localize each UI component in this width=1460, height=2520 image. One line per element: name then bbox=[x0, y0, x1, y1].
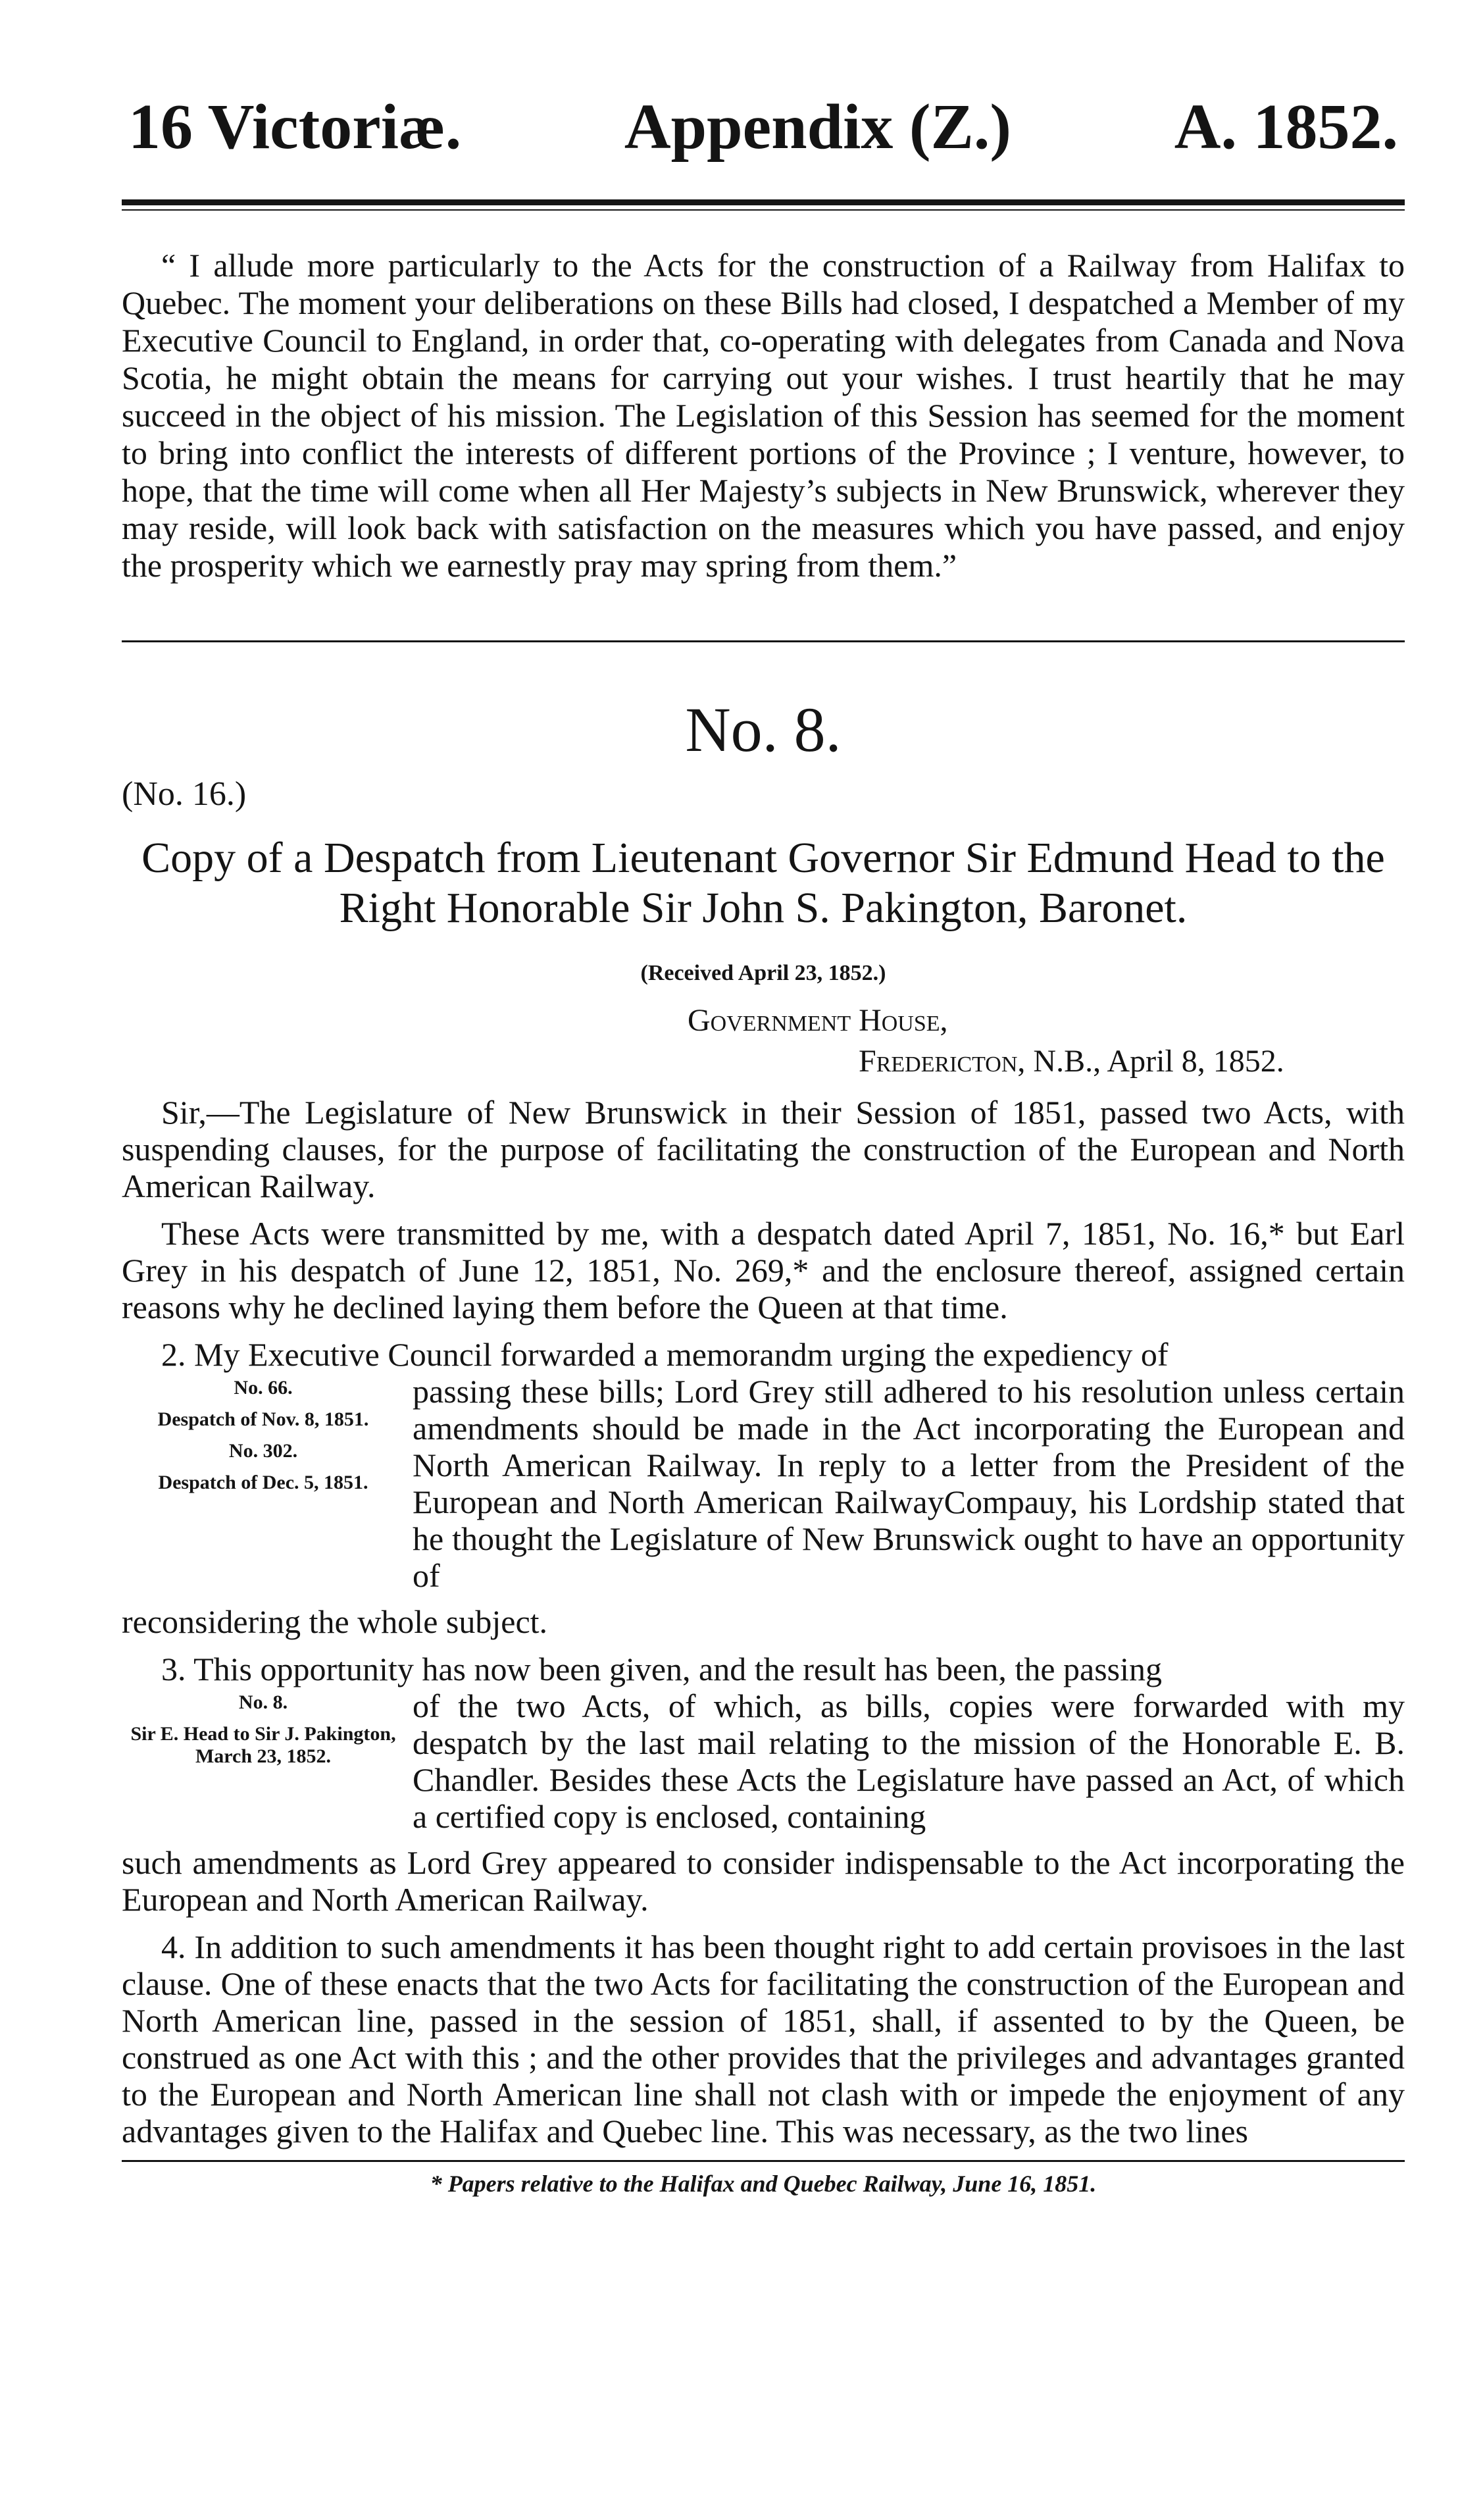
margin-note: Despatch of Nov. 8, 1851. bbox=[157, 1408, 369, 1430]
address-date: , N.B., April 8, 1852. bbox=[1017, 1043, 1284, 1079]
despatch-title bbox=[122, 833, 1405, 933]
running-header bbox=[122, 92, 1405, 163]
title-line-2: Right Honorable Sir John S. Pakington, Baronet. bbox=[339, 883, 1188, 932]
paragraph-3-tail: such amendments as Lord Grey appeared to consider indispensable to the Act incorporating the European and North American Railway. bbox=[122, 1843, 1405, 1918]
margin-note: Sir E. Head to Sir J. Pakington, March 23, 1852. bbox=[130, 1722, 396, 1767]
header-rule-thick bbox=[122, 199, 1405, 205]
paragraph-2-body: passing these bills; Lord Grey still adhered to his resolution unless certain amendments should be made in the Act incorporating the European and North American Railway. In reply to a letter from the President of the European and North American RailwayCompauy, his Lordship stated that he thought the Legislature of New Brunswick ought to have an opportunity of bbox=[413, 1372, 1405, 1594]
section-divider bbox=[122, 640, 1405, 642]
address-line-1: Government House, bbox=[688, 1002, 948, 1038]
footnote: * Papers relative to the Halifax and Quebec Railway, June 16, 1851. bbox=[430, 2170, 1097, 2197]
paragraph-3-body: of the two Acts, of which, as bills, copies were forwarded with my despatch by the last mail relating to the mission of the Honorable E. B. Chandler. Besides these Acts the Legislature have passed an Act, of which a certified copy is enclosed, containing bbox=[413, 1687, 1405, 1835]
paragraph-2-tail: reconsidering the whole subject. bbox=[122, 1603, 548, 1640]
paragraph-salutation: Sir,—The Legislature of New Brunswick in their Session of 1851, passed two Acts, with suspending clauses, for the purpose of facilitating the construction of the European and North American Railway. bbox=[122, 1093, 1405, 1204]
paragraph-acts: These Acts were transmitted by me, with a despatch dated April 7, 1851, No. 16,* but Earl Grey in his despatch of June 12, 1851, No. 269,* and the enclosure thereof, assigned certain reasons why he declined laying them before the Queen at that time. bbox=[122, 1214, 1405, 1325]
sender-address bbox=[122, 1000, 1405, 1082]
margin-note: No. 66. bbox=[234, 1376, 293, 1399]
margin-note: No. 8. bbox=[238, 1691, 288, 1713]
despatch-ref: (No. 16.) bbox=[122, 775, 247, 813]
header-appendix: Appendix (Z.) bbox=[624, 91, 1012, 163]
paragraph-4: 4. In addition to such amendments it has been thought right to add certain provisoes in the last clause. One of these enacts that the two Acts for facilitating the construction of the European and North American line, passed in the session of 1851, shall, if assented to by the Queen, be construed as one Act with this ; and the other provides that the privileges and advantages granted to the European and North American line shall not clash with or impede the enjoyment of any advantages given to the Halifax and Quebec line. This was necessary, as the two lines bbox=[122, 1928, 1405, 2149]
quote-paragraph: “ I allude more particularly to the Acts for the construction of a Railway from Halifax to Quebec. The moment your deliberations on these Bills had closed, I despatched a Member of my Executive Council to England, in order that, co-operating with delegates from Canada and Nova Scotia, he might obtain the means for carrying out your wishes. I trust heartily that he may succeed in the object of his mission. The Legislation of this Session has seemed for the moment to bring into conflict the interests of different portions of the Province ; I venture, however, to hope, that the time will come when all Her Majesty’s subjects in New Brunswick, wherever they may reside, will look back with satisfaction on the measures which you have passed, and enjoy the prosperity which we earnestly pray may spring from them.” bbox=[122, 246, 1405, 584]
header-rule-thin bbox=[122, 209, 1405, 211]
paragraph-3 bbox=[122, 1651, 1405, 1835]
margin-notes-3 bbox=[122, 1687, 405, 1835]
quoted-speech bbox=[122, 247, 1405, 584]
despatch-body bbox=[122, 1094, 1405, 2149]
paragraph-2-lead: 2. My Executive Council forwarded a memorandm urging the expediency of bbox=[161, 1335, 1169, 1373]
header-regnal-year: 16 Victoriæ. bbox=[128, 91, 462, 163]
address-place: Fredericton bbox=[859, 1043, 1018, 1079]
paragraph-3-lead: 3. This opportunity has now been given, and the result has been, the passing bbox=[161, 1650, 1163, 1687]
title-line-1: Copy of a Despatch from Lieutenant Governor Sir Edmund Head to the bbox=[141, 833, 1385, 882]
received-date: (Received April 23, 1852.) bbox=[640, 960, 886, 985]
margin-note: Despatch of Dec. 5, 1851. bbox=[158, 1471, 368, 1493]
margin-notes-2 bbox=[122, 1373, 405, 1594]
document-page bbox=[122, 92, 1405, 2198]
document-number: No. 8. bbox=[685, 694, 842, 765]
paragraph-2 bbox=[122, 1336, 1405, 1594]
margin-note: No. 302. bbox=[228, 1439, 298, 1462]
header-year: A. 1852. bbox=[1174, 91, 1398, 163]
footnote-rule bbox=[122, 2160, 1405, 2162]
address-line-2 bbox=[122, 1041, 1405, 1082]
